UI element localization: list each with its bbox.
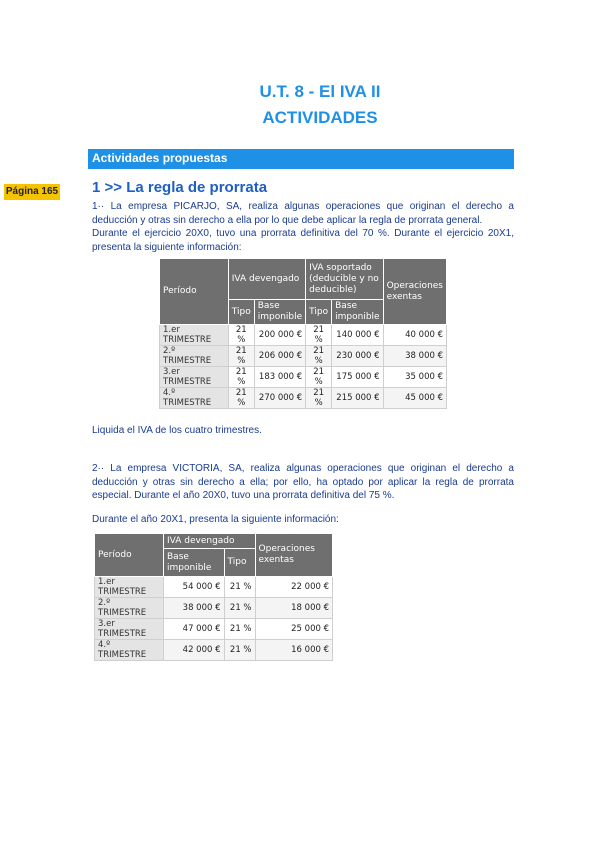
cell-exentas: 40 000 € xyxy=(383,325,446,346)
table-row xyxy=(160,367,447,388)
cell-periodo: 4.º TRIMESTRE xyxy=(160,388,229,409)
cell-base: 42 000 € xyxy=(164,640,225,661)
section-bar: Actividades propuestas xyxy=(88,149,514,169)
th-tipo: Tipo xyxy=(228,300,254,325)
activity1-table xyxy=(159,258,447,409)
cell-base: 38 000 € xyxy=(164,598,225,619)
cell-periodo: 3.er TRIMESTRE xyxy=(95,619,164,640)
th-periodo: Período xyxy=(95,534,164,577)
cell-periodo: 4.º TRIMESTRE xyxy=(95,640,164,661)
cell-exentas: 18 000 € xyxy=(255,598,332,619)
document-subtitle: ACTIVIDADES xyxy=(262,108,378,127)
cell-tipo: 21 % xyxy=(228,367,254,388)
th-base: Base imponible xyxy=(254,300,305,325)
table-row xyxy=(160,325,447,346)
activity1-task: Liquida el IVA de los cuatro trimestres. xyxy=(92,425,262,436)
th-base: Base imponible xyxy=(332,300,383,325)
cell-base: 270 000 € xyxy=(254,388,305,409)
cell-base: 206 000 € xyxy=(254,346,305,367)
th-devengado: IVA devengado xyxy=(164,534,256,549)
activity2-text xyxy=(92,462,514,503)
cell-exentas: 45 000 € xyxy=(383,388,446,409)
activity2-para2: Durante el año 20X1, presenta la siguiente información: xyxy=(92,514,339,525)
cell-base: 140 000 € xyxy=(332,325,383,346)
table-row xyxy=(95,640,333,661)
th-base: Base imponible xyxy=(164,549,225,577)
cell-tipo: 21 % xyxy=(228,388,254,409)
th-exentas: Operaciones exentas xyxy=(383,259,446,325)
activity-heading: 1 >> La regla de prorrata xyxy=(92,179,268,196)
th-soportado: IVA soportado (deducible y no deducible) xyxy=(306,259,383,300)
table-row xyxy=(160,346,447,367)
cell-exentas: 35 000 € xyxy=(383,367,446,388)
th-exentas: Operaciones exentas xyxy=(255,534,332,577)
cell-base: 200 000 € xyxy=(254,325,305,346)
cell-exentas: 16 000 € xyxy=(255,640,332,661)
document-title: U.T. 8 - El IVA II xyxy=(259,82,381,101)
page-tag: Página 165 xyxy=(4,184,60,200)
cell-tipo: 21 % xyxy=(228,346,254,367)
cell-tipo: 21 % xyxy=(306,346,332,367)
cell-periodo: 1.er TRIMESTRE xyxy=(160,325,229,346)
cell-base: 47 000 € xyxy=(164,619,225,640)
cell-tipo: 21 % xyxy=(306,367,332,388)
th-periodo: Período xyxy=(160,259,229,325)
table-row xyxy=(160,388,447,409)
cell-base: 215 000 € xyxy=(332,388,383,409)
table-row xyxy=(95,619,333,640)
cell-periodo: 1.er TRIMESTRE xyxy=(95,577,164,598)
activity1-para2: Durante el ejercicio 20X0, tuvo una prorrata definitiva del 70 %. Durante el ejercicio 20X1, presenta la siguiente información: xyxy=(92,228,514,253)
cell-base: 175 000 € xyxy=(332,367,383,388)
cell-tipo: 21 % xyxy=(306,388,332,409)
activity2-para1: 2·· La empresa VICTORIA, SA, realiza algunas operaciones que originan el derecho a deducción y otras sin derecho a ella; por ello, ha optado por aplicar la regla de prorrata especial. Durante el año 20X0, tuvo una prorrata definitiva del 75 %. xyxy=(92,463,514,501)
cell-tipo: 21 % xyxy=(228,325,254,346)
cell-base: 54 000 € xyxy=(164,577,225,598)
cell-exentas: 25 000 € xyxy=(255,619,332,640)
cell-tipo: 21 % xyxy=(224,640,255,661)
cell-tipo: 21 % xyxy=(224,577,255,598)
cell-periodo: 2.º TRIMESTRE xyxy=(160,346,229,367)
th-tipo: Tipo xyxy=(224,549,255,577)
th-tipo: Tipo xyxy=(306,300,332,325)
cell-tipo: 21 % xyxy=(306,325,332,346)
cell-tipo: 21 % xyxy=(224,619,255,640)
cell-periodo: 2.º TRIMESTRE xyxy=(95,598,164,619)
activity2-table xyxy=(94,533,333,661)
cell-exentas: 22 000 € xyxy=(255,577,332,598)
cell-base: 183 000 € xyxy=(254,367,305,388)
cell-tipo: 21 % xyxy=(224,598,255,619)
table-row xyxy=(95,598,333,619)
cell-periodo: 3.er TRIMESTRE xyxy=(160,367,229,388)
activity1-para1: 1·· La empresa PICARJO, SA, realiza algunas operaciones que originan el derecho a deducción y otras sin derecho a ella por lo que debe aplicar la regla de prorrata general. xyxy=(92,201,514,226)
cell-base: 230 000 € xyxy=(332,346,383,367)
cell-exentas: 38 000 € xyxy=(383,346,446,367)
table-row xyxy=(95,577,333,598)
th-devengado: IVA devengado xyxy=(228,259,305,300)
activity1-text xyxy=(92,200,514,254)
